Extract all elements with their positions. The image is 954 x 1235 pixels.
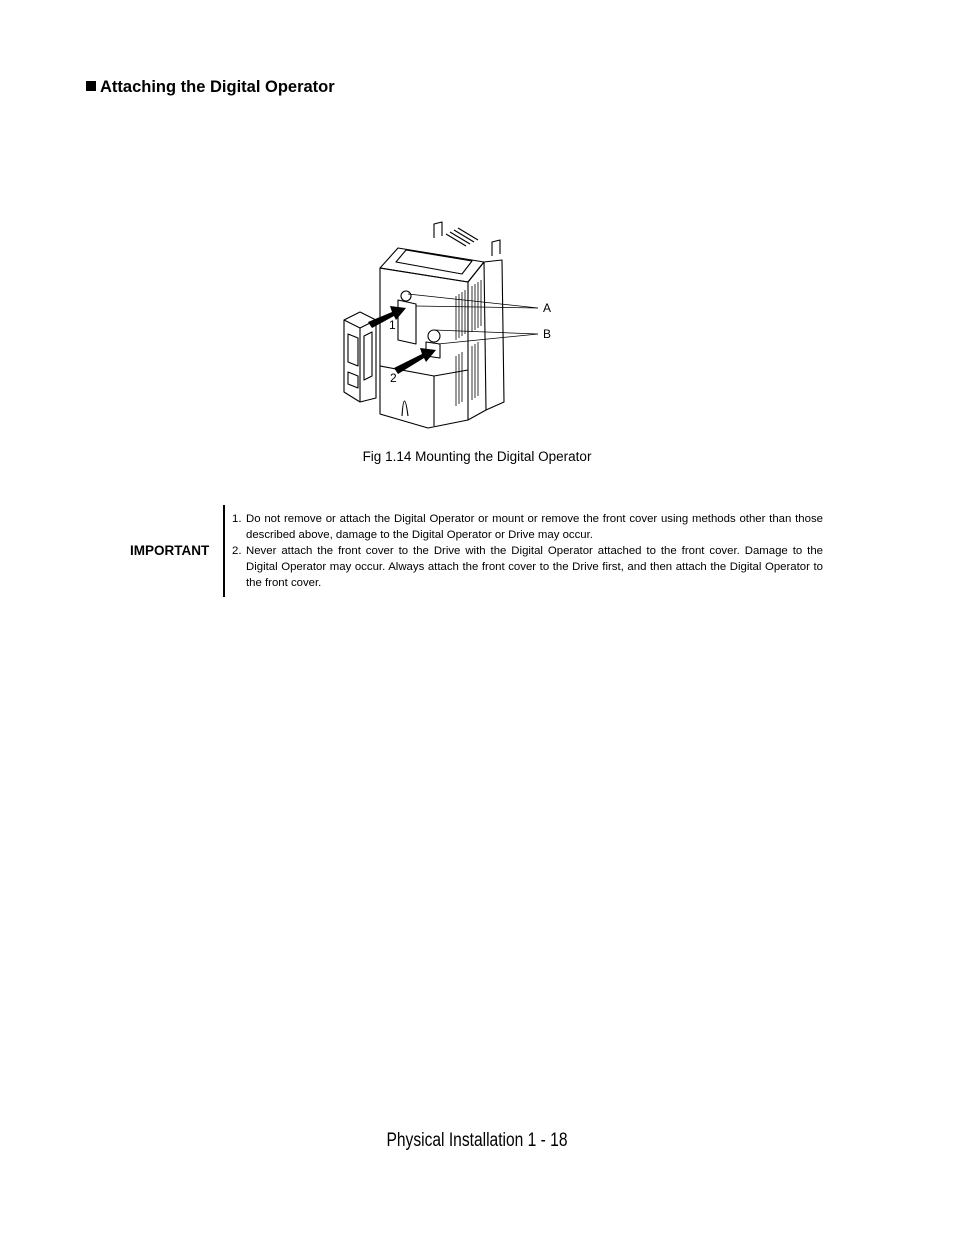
list-item (232, 543, 823, 591)
callout-step2: 2 (390, 371, 397, 385)
mounting-illustration (336, 216, 576, 438)
list-item-text: Do not remove or attach the Digital Operator or mount or remove the front cover using methods other than those described above, damage to the Digital Operator or Drive may occur. (246, 513, 823, 541)
callout-step1: 1 (389, 318, 396, 332)
callout-b: B (543, 327, 552, 341)
section-heading (86, 78, 335, 97)
important-list (232, 511, 823, 591)
important-divider (223, 505, 225, 597)
list-item-text: Never attach the front cover to the Drive with the Digital Operator attached to the front cover. Damage to the Digital Operator may occur. Always attach the front cover to the Drive first, and then attach the Digital Operator to the front cover. (246, 545, 823, 589)
list-item (232, 511, 823, 543)
section-title: Attaching the Digital Operator (100, 78, 335, 96)
figure-caption: Fig 1.14 Mounting the Digital Operator (362, 449, 592, 464)
important-label: IMPORTANT (130, 543, 210, 558)
square-bullet-icon (86, 81, 96, 91)
drive-drawing (336, 216, 576, 438)
page-footer: Physical Installation 1 - 18 (386, 1130, 568, 1151)
callout-a: A (543, 301, 552, 315)
list-item-number: 2. (232, 545, 242, 557)
list-item-number: 1. (232, 513, 242, 525)
